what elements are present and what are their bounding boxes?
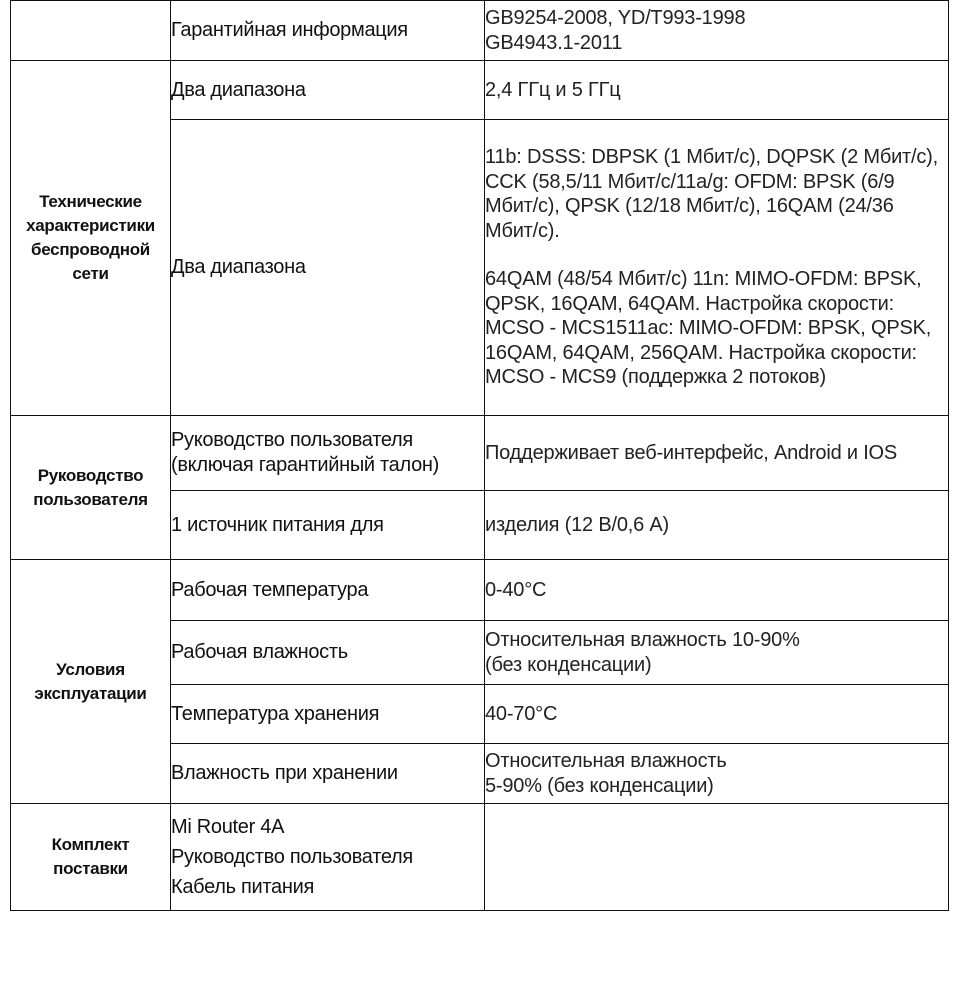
param-value — [485, 1, 949, 61]
value-line: 5-90% (без конденсации) — [485, 774, 714, 797]
category-wireless — [11, 61, 171, 416]
category-line: Руководство — [37, 465, 144, 485]
package-item: Mi Router 4A — [171, 816, 285, 838]
param-name: Два диапазона — [171, 120, 485, 416]
param-value: изделия (12 В/0,6 А) — [485, 491, 949, 560]
category-line: сети — [72, 264, 109, 283]
value-line: Относительная влажность — [485, 750, 727, 772]
param-value: 0-40°C — [485, 560, 949, 621]
param-name: 1 источник питания для — [171, 491, 485, 560]
table-row — [11, 804, 949, 911]
param-name: Рабочая влажность — [171, 621, 485, 685]
category-line: эксплуатации — [34, 683, 147, 703]
param-name: Два диапазона — [171, 61, 485, 120]
name-line: Руководство пользователя — [171, 429, 413, 451]
param-value: 40-70°C — [485, 685, 949, 744]
value-line: Относительная влажность 10-90% — [485, 629, 800, 651]
value-paragraph: 11b: DSSS: DBPSK (1 Мбит/с), DQPSK (2 Мбит/с), CCK (58,5/11 Мбит/с/11a/g: OFDM: BPSK (6/9 Мбит/с), QPSK (12/18 Мбит/с), 16QAM (24/36 Мбит/с). — [485, 146, 938, 242]
value-line: (без конденсации) — [485, 653, 652, 676]
param-name: Влажность при хранении — [171, 744, 485, 804]
category-line: Комплект — [51, 835, 130, 854]
table-row — [11, 61, 949, 120]
param-name: Рабочая температура — [171, 560, 485, 621]
value-paragraph: 64QAM (48/54 Мбит/с) 11n: MIMO-OFDM: BPSK, QPSK, 16QAM, 64QAM. Настройка скорости: MCSO - MCS1511ac: MIMO-OFDM: BPSK, QPSK, 16QAM, 64QAM, 256QAM. Настройка скорости: MCSO - MCS9 (поддержка 2 потоков) — [485, 268, 932, 389]
table-row — [11, 560, 949, 621]
param-name — [171, 416, 485, 491]
package-item: Руководство пользователя — [171, 846, 413, 868]
spec-table — [10, 0, 949, 911]
param-value — [485, 744, 949, 804]
package-items — [171, 804, 485, 911]
category-manual — [11, 416, 171, 560]
name-line: (включая гарантийный талон) — [171, 454, 440, 476]
category-package — [11, 804, 171, 911]
package-item: Кабель питания — [171, 876, 315, 898]
param-value: 2,4 ГГц и 5 ГГц — [485, 61, 949, 120]
category-line: поставки — [53, 859, 128, 878]
param-name: Гарантийная информация — [171, 1, 485, 61]
category-line: характеристики — [26, 216, 155, 235]
category-line: беспроводной — [31, 240, 150, 259]
value-line: GB4943.1-2011 — [485, 31, 623, 54]
table-row — [11, 1, 949, 61]
param-value — [485, 120, 949, 416]
param-value — [485, 621, 949, 685]
category-conditions — [11, 560, 171, 804]
category-line: Технические — [39, 192, 142, 211]
category-cell-empty — [11, 1, 171, 61]
param-name: Температура хранения — [171, 685, 485, 744]
param-value-empty — [485, 804, 949, 911]
category-line: пользователя — [33, 489, 148, 509]
category-line: Условия — [56, 659, 125, 679]
value-line: GB9254-2008, YD/T993-1998 — [485, 7, 746, 29]
table-row — [11, 416, 949, 491]
param-value: Поддерживает веб-интерфейс, Android и IOS — [485, 416, 949, 491]
